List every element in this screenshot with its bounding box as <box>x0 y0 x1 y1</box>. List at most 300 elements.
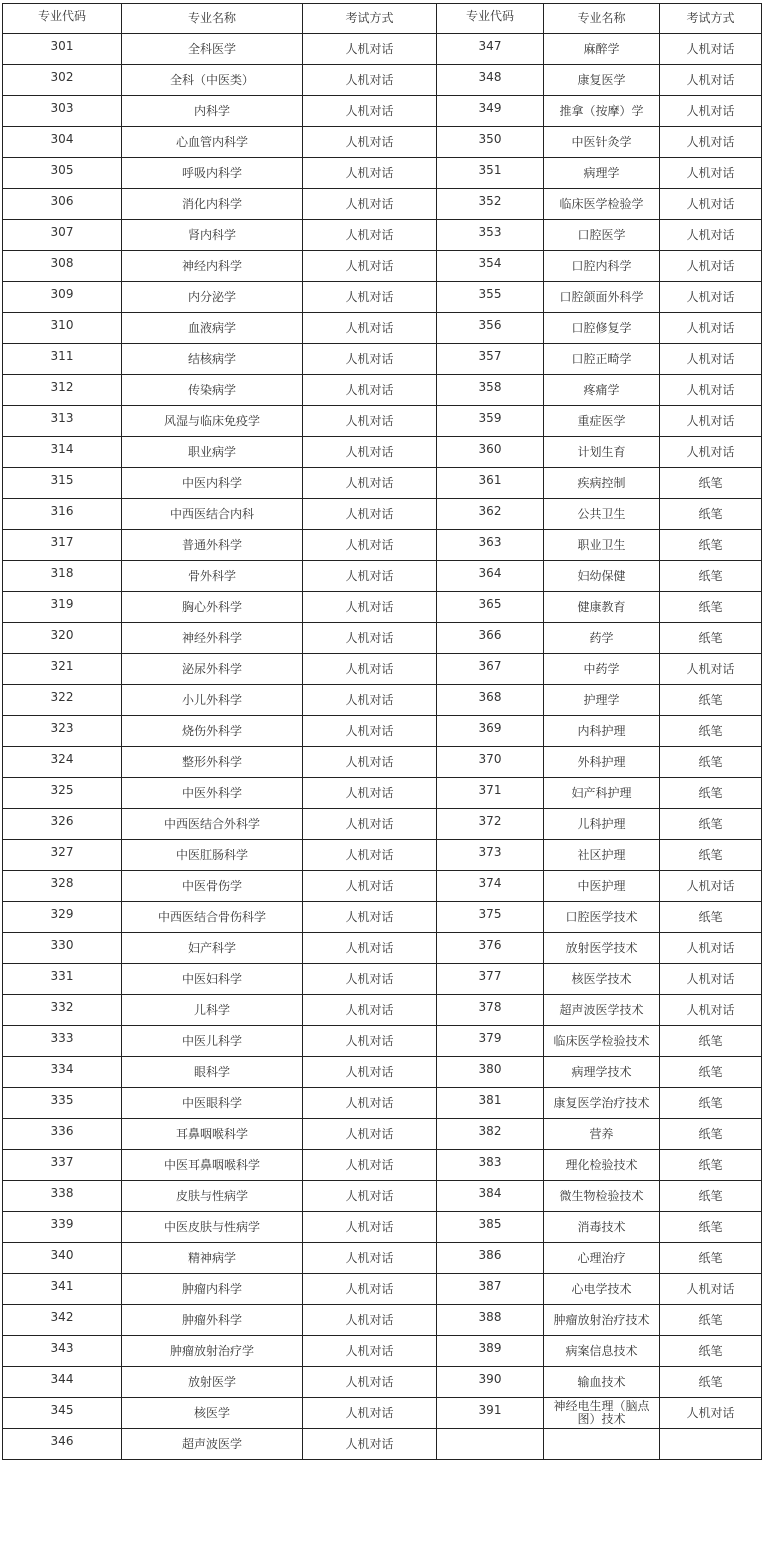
exam-method-cell: 纸笔 <box>660 1057 762 1088</box>
specialty-code-cell: 381 <box>437 1088 544 1119</box>
table-row <box>3 313 762 344</box>
exam-method-cell: 人机对话 <box>303 1057 437 1088</box>
exam-method-cell: 人机对话 <box>660 964 762 995</box>
exam-method-cell: 纸笔 <box>660 561 762 592</box>
specialty-name-cell: 病理学技术 <box>544 1057 660 1088</box>
exam-method-cell: 人机对话 <box>303 313 437 344</box>
exam-method-cell: 纸笔 <box>660 778 762 809</box>
specialty-code-cell: 316 <box>3 499 122 530</box>
specialty-code-cell: 364 <box>437 561 544 592</box>
specialty-name-cell: 眼科学 <box>122 1057 303 1088</box>
specialty-name-cell: 病案信息技术 <box>544 1336 660 1367</box>
table-row <box>3 499 762 530</box>
exam-method-cell: 人机对话 <box>303 282 437 313</box>
specialty-name-cell: 耳鼻咽喉科学 <box>122 1119 303 1150</box>
specialty-name-cell: 中医外科学 <box>122 778 303 809</box>
specialty-name-cell: 超声波医学 <box>122 1429 303 1460</box>
exam-method-cell: 纸笔 <box>660 747 762 778</box>
specialty-name-cell <box>544 1429 660 1460</box>
table-row <box>3 1336 762 1367</box>
specialty-name-cell: 心血管内科学 <box>122 127 303 158</box>
exam-method-cell: 纸笔 <box>660 809 762 840</box>
exam-method-cell: 人机对话 <box>660 158 762 189</box>
table-row <box>3 468 762 499</box>
specialty-name-cell: 公共卫生 <box>544 499 660 530</box>
exam-method-cell: 人机对话 <box>303 1181 437 1212</box>
specialty-name-cell: 心理治疗 <box>544 1243 660 1274</box>
specialty-name-cell: 儿科学 <box>122 995 303 1026</box>
exam-method-cell: 人机对话 <box>303 561 437 592</box>
specialty-name-cell: 消化内科学 <box>122 189 303 220</box>
specialty-code-cell: 323 <box>3 716 122 747</box>
specialty-name-cell: 临床医学检验学 <box>544 189 660 220</box>
table-row <box>3 1057 762 1088</box>
specialty-code-cell: 321 <box>3 654 122 685</box>
exam-method-cell: 纸笔 <box>660 530 762 561</box>
exam-method-cell: 人机对话 <box>303 933 437 964</box>
specialty-name-cell: 消毒技术 <box>544 1212 660 1243</box>
exam-method-cell: 人机对话 <box>303 468 437 499</box>
exam-method-cell: 人机对话 <box>303 871 437 902</box>
specialty-name-cell: 中医针灸学 <box>544 127 660 158</box>
specialty-code-cell: 362 <box>437 499 544 530</box>
specialty-code-cell: 376 <box>437 933 544 964</box>
specialty-name-cell: 中医内科学 <box>122 468 303 499</box>
table-row <box>3 778 762 809</box>
exam-method-cell: 人机对话 <box>303 1119 437 1150</box>
specialty-code-cell: 372 <box>437 809 544 840</box>
specialty-code-cell: 333 <box>3 1026 122 1057</box>
specialty-name-cell: 疾病控制 <box>544 468 660 499</box>
specialty-name-cell: 普通外科学 <box>122 530 303 561</box>
specialty-code-cell: 313 <box>3 406 122 437</box>
exam-method-cell: 纸笔 <box>660 1367 762 1398</box>
specialty-code-cell: 379 <box>437 1026 544 1057</box>
specialty-name-cell: 中医肛肠科学 <box>122 840 303 871</box>
specialty-code-cell: 363 <box>437 530 544 561</box>
table-row <box>3 1026 762 1057</box>
specialty-code-cell: 315 <box>3 468 122 499</box>
specialty-code-cell: 331 <box>3 964 122 995</box>
specialty-name-cell: 神经电生理（脑点图）技术 <box>544 1398 660 1429</box>
specialty-code-cell: 366 <box>437 623 544 654</box>
specialty-name-cell: 精神病学 <box>122 1243 303 1274</box>
specialty-name-cell: 职业卫生 <box>544 530 660 561</box>
table-row <box>3 437 762 468</box>
specialty-code-cell: 390 <box>437 1367 544 1398</box>
specialty-name-cell: 口腔修复学 <box>544 313 660 344</box>
specialty-code-cell: 322 <box>3 685 122 716</box>
table-row <box>3 344 762 375</box>
exam-method-cell: 人机对话 <box>660 96 762 127</box>
exam-method-cell: 人机对话 <box>303 1274 437 1305</box>
specialty-code-cell: 308 <box>3 251 122 282</box>
exam-method-cell: 人机对话 <box>303 1212 437 1243</box>
specialty-name-cell: 中医妇科学 <box>122 964 303 995</box>
specialty-name-cell: 康复医学治疗技术 <box>544 1088 660 1119</box>
specialty-name-cell: 职业病学 <box>122 437 303 468</box>
table-row <box>3 375 762 406</box>
exam-method-cell: 纸笔 <box>660 1119 762 1150</box>
exam-method-cell: 人机对话 <box>303 747 437 778</box>
specialty-name-cell: 口腔颌面外科学 <box>544 282 660 313</box>
specialty-code-cell: 325 <box>3 778 122 809</box>
specialty-name-cell: 护理学 <box>544 685 660 716</box>
specialty-code-cell: 332 <box>3 995 122 1026</box>
specialty-name-cell: 血液病学 <box>122 313 303 344</box>
exam-method-cell: 人机对话 <box>660 654 762 685</box>
specialty-name-cell: 健康教育 <box>544 592 660 623</box>
exam-method-cell: 纸笔 <box>660 685 762 716</box>
specialty-code-cell: 360 <box>437 437 544 468</box>
specialty-name-cell: 核医学 <box>122 1398 303 1429</box>
header-row <box>3 4 762 34</box>
specialty-code-cell: 335 <box>3 1088 122 1119</box>
exam-method-cell: 人机对话 <box>303 840 437 871</box>
specialty-code-cell: 339 <box>3 1212 122 1243</box>
specialty-code-cell: 385 <box>437 1212 544 1243</box>
specialty-name-cell: 麻醉学 <box>544 34 660 65</box>
specialty-code-cell: 388 <box>437 1305 544 1336</box>
specialty-code-cell: 338 <box>3 1181 122 1212</box>
specialty-code-cell: 310 <box>3 313 122 344</box>
exam-method-cell: 人机对话 <box>303 1243 437 1274</box>
exam-method-cell: 人机对话 <box>660 375 762 406</box>
exam-method-cell: 纸笔 <box>660 1150 762 1181</box>
specialty-name-cell: 临床医学检验技术 <box>544 1026 660 1057</box>
specialty-code-cell: 371 <box>437 778 544 809</box>
header-code: 专业代码 <box>3 4 122 34</box>
specialty-code-cell: 306 <box>3 189 122 220</box>
exam-method-cell: 人机对话 <box>303 189 437 220</box>
exam-method-cell <box>660 1429 762 1460</box>
specialty-name-cell: 中医皮肤与性病学 <box>122 1212 303 1243</box>
specialty-code-cell: 324 <box>3 747 122 778</box>
exam-method-cell: 人机对话 <box>303 499 437 530</box>
exam-method-cell: 人机对话 <box>303 1367 437 1398</box>
specialty-code-cell: 380 <box>437 1057 544 1088</box>
specialty-code-cell: 329 <box>3 902 122 933</box>
table-row <box>3 189 762 220</box>
exam-method-cell: 纸笔 <box>660 1212 762 1243</box>
table-row <box>3 840 762 871</box>
specialty-code-cell: 345 <box>3 1398 122 1429</box>
exam-method-cell: 纸笔 <box>660 1026 762 1057</box>
table-row <box>3 127 762 158</box>
specialty-code-cell: 305 <box>3 158 122 189</box>
exam-method-cell: 人机对话 <box>660 995 762 1026</box>
specialty-code-cell: 351 <box>437 158 544 189</box>
specialty-code-cell: 391 <box>437 1398 544 1429</box>
table-row <box>3 1367 762 1398</box>
specialty-code-cell: 320 <box>3 623 122 654</box>
specialty-name-cell: 重症医学 <box>544 406 660 437</box>
specialty-name-cell: 超声波医学技术 <box>544 995 660 1026</box>
exam-method-cell: 纸笔 <box>660 1088 762 1119</box>
table-row <box>3 251 762 282</box>
specialty-code-cell: 367 <box>437 654 544 685</box>
table-row <box>3 1274 762 1305</box>
specialty-code-cell: 346 <box>3 1429 122 1460</box>
specialty-code-cell: 386 <box>437 1243 544 1274</box>
specialty-code-cell: 384 <box>437 1181 544 1212</box>
table-row <box>3 995 762 1026</box>
exam-method-cell: 人机对话 <box>660 437 762 468</box>
specialty-code-cell: 352 <box>437 189 544 220</box>
exam-method-cell: 纸笔 <box>660 1305 762 1336</box>
exam-method-cell: 人机对话 <box>660 344 762 375</box>
specialty-code-cell: 327 <box>3 840 122 871</box>
specialty-code-cell: 353 <box>437 220 544 251</box>
table-row <box>3 220 762 251</box>
specialty-code-cell: 383 <box>437 1150 544 1181</box>
specialty-name-cell: 胸心外科学 <box>122 592 303 623</box>
exam-method-cell: 人机对话 <box>303 220 437 251</box>
specialty-name-cell: 肾内科学 <box>122 220 303 251</box>
specialty-name-cell: 药学 <box>544 623 660 654</box>
specialty-code-cell: 365 <box>437 592 544 623</box>
specialty-code-cell: 340 <box>3 1243 122 1274</box>
specialty-name-cell: 放射医学技术 <box>544 933 660 964</box>
specialty-name-cell: 核医学技术 <box>544 964 660 995</box>
specialty-name-cell: 内科护理 <box>544 716 660 747</box>
specialty-name-cell: 中医骨伤学 <box>122 871 303 902</box>
exam-method-cell: 人机对话 <box>660 127 762 158</box>
exam-method-cell: 人机对话 <box>660 65 762 96</box>
table-row <box>3 1398 762 1429</box>
specialty-name-cell: 肿瘤放射治疗技术 <box>544 1305 660 1336</box>
specialty-code-cell: 387 <box>437 1274 544 1305</box>
specialty-name-cell: 泌尿外科学 <box>122 654 303 685</box>
header-name: 专业名称 <box>122 4 303 34</box>
specialty-code-cell: 301 <box>3 34 122 65</box>
table-row <box>3 406 762 437</box>
exam-method-cell: 人机对话 <box>660 933 762 964</box>
exam-method-cell: 人机对话 <box>303 437 437 468</box>
exam-method-cell: 人机对话 <box>303 158 437 189</box>
specialty-code-cell: 314 <box>3 437 122 468</box>
specialty-name-cell: 中西医结合外科学 <box>122 809 303 840</box>
specialty-code-cell: 334 <box>3 1057 122 1088</box>
specialty-name-cell: 烧伤外科学 <box>122 716 303 747</box>
table-row <box>3 902 762 933</box>
exam-method-cell: 人机对话 <box>303 716 437 747</box>
specialty-code-cell: 349 <box>437 96 544 127</box>
specialty-code-cell: 342 <box>3 1305 122 1336</box>
table-row <box>3 933 762 964</box>
table-row <box>3 1181 762 1212</box>
specialty-name-cell: 口腔医学技术 <box>544 902 660 933</box>
specialty-code-cell: 336 <box>3 1119 122 1150</box>
exam-method-cell: 纸笔 <box>660 1336 762 1367</box>
header-code: 专业代码 <box>437 4 544 34</box>
specialty-name-cell: 肿瘤外科学 <box>122 1305 303 1336</box>
exam-method-cell: 纸笔 <box>660 840 762 871</box>
specialty-code-cell: 358 <box>437 375 544 406</box>
exam-method-cell: 人机对话 <box>660 871 762 902</box>
exam-method-cell: 纸笔 <box>660 1181 762 1212</box>
specialty-name-cell: 心电学技术 <box>544 1274 660 1305</box>
table-row <box>3 1088 762 1119</box>
exam-method-cell: 人机对话 <box>660 406 762 437</box>
specialty-name-cell: 中西医结合内科 <box>122 499 303 530</box>
table-row <box>3 1429 762 1460</box>
specialty-code-cell: 350 <box>437 127 544 158</box>
specialty-code-cell: 375 <box>437 902 544 933</box>
exam-method-cell: 人机对话 <box>303 375 437 406</box>
exam-method-cell: 纸笔 <box>660 592 762 623</box>
table-row <box>3 623 762 654</box>
specialty-name-cell: 小儿外科学 <box>122 685 303 716</box>
specialty-code-cell: 368 <box>437 685 544 716</box>
exam-method-cell: 人机对话 <box>303 530 437 561</box>
exam-method-cell: 人机对话 <box>660 189 762 220</box>
specialty-code-cell: 309 <box>3 282 122 313</box>
exam-method-cell: 人机对话 <box>303 1088 437 1119</box>
specialty-name-cell: 放射医学 <box>122 1367 303 1398</box>
table-row <box>3 1305 762 1336</box>
specialty-name-cell: 中药学 <box>544 654 660 685</box>
table-row <box>3 964 762 995</box>
table-row <box>3 685 762 716</box>
specialty-code-cell: 328 <box>3 871 122 902</box>
specialty-code-cell: 357 <box>437 344 544 375</box>
exam-method-cell: 人机对话 <box>303 902 437 933</box>
table-row <box>3 34 762 65</box>
table-row <box>3 747 762 778</box>
table-row <box>3 716 762 747</box>
specialty-code-cell: 389 <box>437 1336 544 1367</box>
specialty-name-cell: 计划生育 <box>544 437 660 468</box>
exam-method-cell: 人机对话 <box>660 1398 762 1429</box>
table-row <box>3 654 762 685</box>
exam-method-cell: 人机对话 <box>303 778 437 809</box>
exam-method-cell: 人机对话 <box>303 623 437 654</box>
specialty-code-cell: 341 <box>3 1274 122 1305</box>
specialty-code-cell: 354 <box>437 251 544 282</box>
exam-method-cell: 人机对话 <box>660 313 762 344</box>
specialty-name-cell: 全科（中医类） <box>122 65 303 96</box>
exam-method-table <box>2 3 762 1460</box>
exam-method-cell: 人机对话 <box>303 1150 437 1181</box>
table-row <box>3 96 762 127</box>
specialty-code-cell <box>437 1429 544 1460</box>
specialty-name-cell: 传染病学 <box>122 375 303 406</box>
specialty-name-cell: 骨外科学 <box>122 561 303 592</box>
table-row <box>3 1212 762 1243</box>
specialty-code-cell: 318 <box>3 561 122 592</box>
specialty-name-cell: 理化检验技术 <box>544 1150 660 1181</box>
specialty-code-cell: 303 <box>3 96 122 127</box>
specialty-name-cell: 口腔内科学 <box>544 251 660 282</box>
table-row <box>3 592 762 623</box>
exam-method-cell: 纸笔 <box>660 716 762 747</box>
specialty-code-cell: 348 <box>437 65 544 96</box>
exam-method-cell: 纸笔 <box>660 623 762 654</box>
exam-method-cell: 人机对话 <box>303 406 437 437</box>
specialty-code-cell: 337 <box>3 1150 122 1181</box>
specialty-name-cell: 肿瘤内科学 <box>122 1274 303 1305</box>
exam-method-cell: 人机对话 <box>303 1026 437 1057</box>
specialty-name-cell: 口腔医学 <box>544 220 660 251</box>
specialty-code-cell: 361 <box>437 468 544 499</box>
specialty-name-cell: 结核病学 <box>122 344 303 375</box>
specialty-code-cell: 330 <box>3 933 122 964</box>
specialty-name-cell: 全科医学 <box>122 34 303 65</box>
table-row <box>3 1243 762 1274</box>
specialty-code-cell: 374 <box>437 871 544 902</box>
specialty-code-cell: 343 <box>3 1336 122 1367</box>
exam-method-cell: 人机对话 <box>303 995 437 1026</box>
exam-method-cell: 人机对话 <box>303 685 437 716</box>
exam-method-cell: 人机对话 <box>303 127 437 158</box>
exam-method-cell: 人机对话 <box>303 964 437 995</box>
specialty-name-cell: 妇产科学 <box>122 933 303 964</box>
header-method: 考试方式 <box>660 4 762 34</box>
specialty-name-cell: 微生物检验技术 <box>544 1181 660 1212</box>
specialty-code-cell: 369 <box>437 716 544 747</box>
specialty-code-cell: 382 <box>437 1119 544 1150</box>
specialty-code-cell: 377 <box>437 964 544 995</box>
specialty-name-cell: 社区护理 <box>544 840 660 871</box>
specialty-code-cell: 307 <box>3 220 122 251</box>
exam-method-cell: 人机对话 <box>303 65 437 96</box>
specialty-code-cell: 347 <box>437 34 544 65</box>
specialty-code-cell: 317 <box>3 530 122 561</box>
header-name: 专业名称 <box>544 4 660 34</box>
table-row <box>3 282 762 313</box>
exam-method-cell: 人机对话 <box>303 34 437 65</box>
table-row <box>3 871 762 902</box>
specialty-name-cell: 妇幼保健 <box>544 561 660 592</box>
specialty-name-cell: 妇产科护理 <box>544 778 660 809</box>
exam-method-cell: 人机对话 <box>303 251 437 282</box>
exam-method-cell: 人机对话 <box>303 1336 437 1367</box>
specialty-name-cell: 呼吸内科学 <box>122 158 303 189</box>
specialty-name-cell: 中西医结合骨伤科学 <box>122 902 303 933</box>
specialty-name-cell: 皮肤与性病学 <box>122 1181 303 1212</box>
specialty-name-cell: 神经内科学 <box>122 251 303 282</box>
specialty-name-cell: 中医眼科学 <box>122 1088 303 1119</box>
specialty-code-cell: 356 <box>437 313 544 344</box>
specialty-name-cell: 中医护理 <box>544 871 660 902</box>
table-row <box>3 530 762 561</box>
exam-method-cell: 人机对话 <box>660 34 762 65</box>
specialty-code-cell: 355 <box>437 282 544 313</box>
table-row <box>3 809 762 840</box>
specialty-code-cell: 370 <box>437 747 544 778</box>
table-row <box>3 1119 762 1150</box>
specialty-code-cell: 326 <box>3 809 122 840</box>
exam-method-cell: 人机对话 <box>303 96 437 127</box>
exam-method-cell: 人机对话 <box>303 592 437 623</box>
specialty-name-cell: 肿瘤放射治疗学 <box>122 1336 303 1367</box>
specialty-code-cell: 359 <box>437 406 544 437</box>
table-row <box>3 158 762 189</box>
specialty-name-cell: 疼痛学 <box>544 375 660 406</box>
specialty-name-cell: 内分泌学 <box>122 282 303 313</box>
specialty-name-cell: 整形外科学 <box>122 747 303 778</box>
exam-method-cell: 人机对话 <box>660 282 762 313</box>
specialty-name-cell: 外科护理 <box>544 747 660 778</box>
exam-method-cell: 人机对话 <box>303 654 437 685</box>
header-method: 考试方式 <box>303 4 437 34</box>
exam-method-cell: 人机对话 <box>660 251 762 282</box>
exam-method-cell: 纸笔 <box>660 902 762 933</box>
specialty-name-cell: 中医儿科学 <box>122 1026 303 1057</box>
exam-method-cell: 人机对话 <box>303 809 437 840</box>
exam-method-cell: 人机对话 <box>303 1398 437 1429</box>
